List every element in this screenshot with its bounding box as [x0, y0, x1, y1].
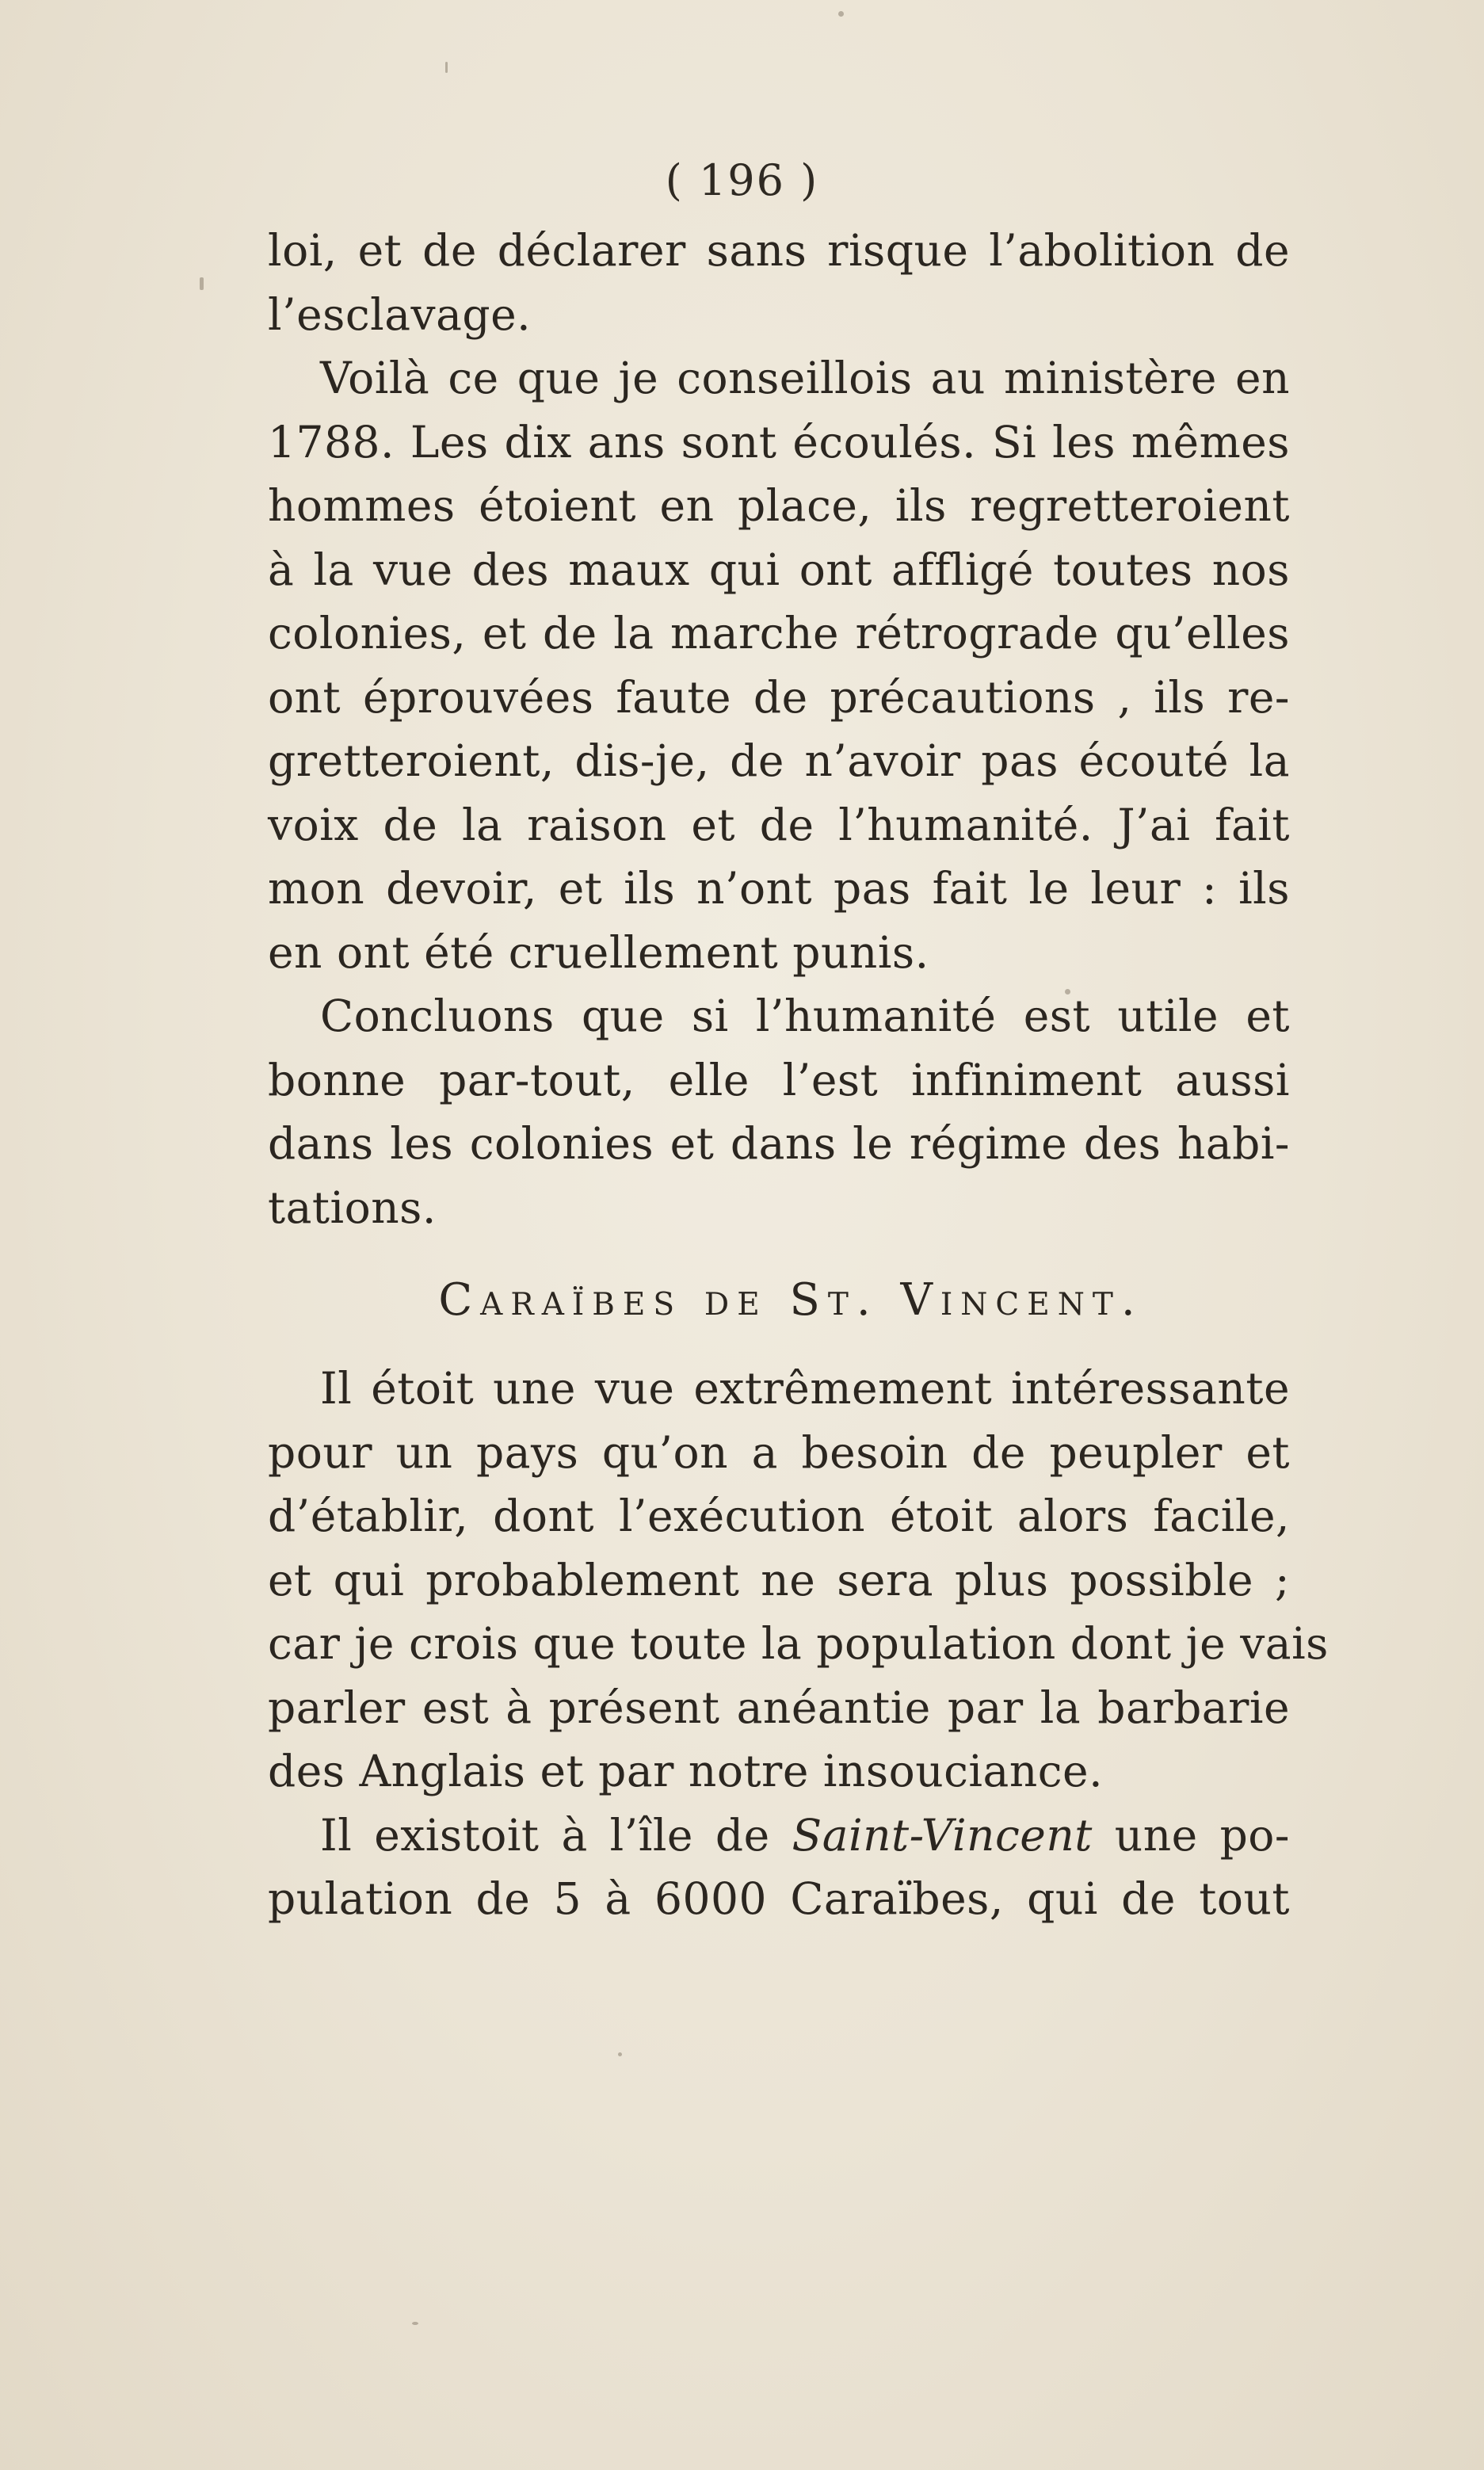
- text-line: 1788. Les dix ans sont écoulés. Si les mêmes: [268, 416, 1290, 468]
- text-line: voix de la raison et de l’humanité. J’ai fait: [268, 799, 1290, 850]
- paragraph: [268, 346, 1290, 984]
- text-line: parler est à présent anéantie par la barbarie: [268, 1682, 1290, 1733]
- text-line: d’établir, dont l’exécution étoit alors facile,: [268, 1491, 1290, 1541]
- text-fragment: Il existoit à l’île de: [320, 1809, 792, 1861]
- text-line: loi, et de déclarer sans risque l’abolition de: [268, 225, 1290, 276]
- text-line: [268, 1804, 1290, 1868]
- text-line: l’esclavage.: [268, 288, 532, 340]
- text-fragment: une po-: [1092, 1809, 1290, 1861]
- text-line: Il étoit une vue extrêmement intéressante: [320, 1363, 1290, 1414]
- text-line: car je crois que toute la population dont je vais: [268, 1618, 1329, 1669]
- paper-speck: [200, 277, 204, 290]
- paragraph: [268, 1357, 1329, 1804]
- paragraph: [268, 984, 1290, 1239]
- text-line: dans les colonies et dans le régime des habi-: [268, 1118, 1290, 1169]
- text-line: Concluons que si l’humanité est utile et: [320, 991, 1290, 1041]
- text-line: et qui probablement ne sera plus possible ;: [268, 1554, 1290, 1605]
- text-line: en ont été cruellement punis.: [268, 926, 929, 978]
- text-line: des Anglais et par notre insouciance.: [268, 1746, 1104, 1796]
- text-line: gretteroient, dis-je, de n’avoir pas écouté la: [268, 735, 1290, 786]
- paper-speck: [838, 11, 844, 17]
- paper-speck: [618, 2052, 622, 2056]
- text-line: tations.: [268, 1182, 437, 1233]
- text-line: à la vue des maux qui ont affligé toutes nos: [268, 544, 1290, 595]
- text-line: pulation de 5 à 6000 Caraïbes, qui de tout: [268, 1873, 1290, 1924]
- text-line: mon devoir, et ils n’ont pas fait le leur : ils: [268, 863, 1290, 914]
- text-line: Voilà ce que je conseillois au ministère en: [320, 353, 1290, 403]
- paper-speck: [412, 2322, 418, 2325]
- text-line: colonies, et de la marche rétrograde qu’elles: [268, 608, 1290, 659]
- text-line: hommes étoient en place, ils regretteroient: [268, 480, 1290, 531]
- section-heading: Caraïbes de St. Vincent.: [438, 1274, 1143, 1326]
- body-text: [268, 219, 1329, 1931]
- text-line: bonne par-tout, elle l’est infiniment aussi: [268, 1054, 1290, 1105]
- text-line: pour un pays qu’on a besoin de peupler et: [268, 1426, 1290, 1478]
- place-name: Saint-Vincent: [792, 1809, 1093, 1861]
- paragraph: [268, 1804, 1290, 1931]
- paragraph: [268, 219, 1290, 346]
- paper-speck: [445, 62, 448, 73]
- text-line: ont éprouvées faute de précautions , ils re-: [268, 671, 1290, 723]
- page-number: ( 196 ): [665, 155, 819, 205]
